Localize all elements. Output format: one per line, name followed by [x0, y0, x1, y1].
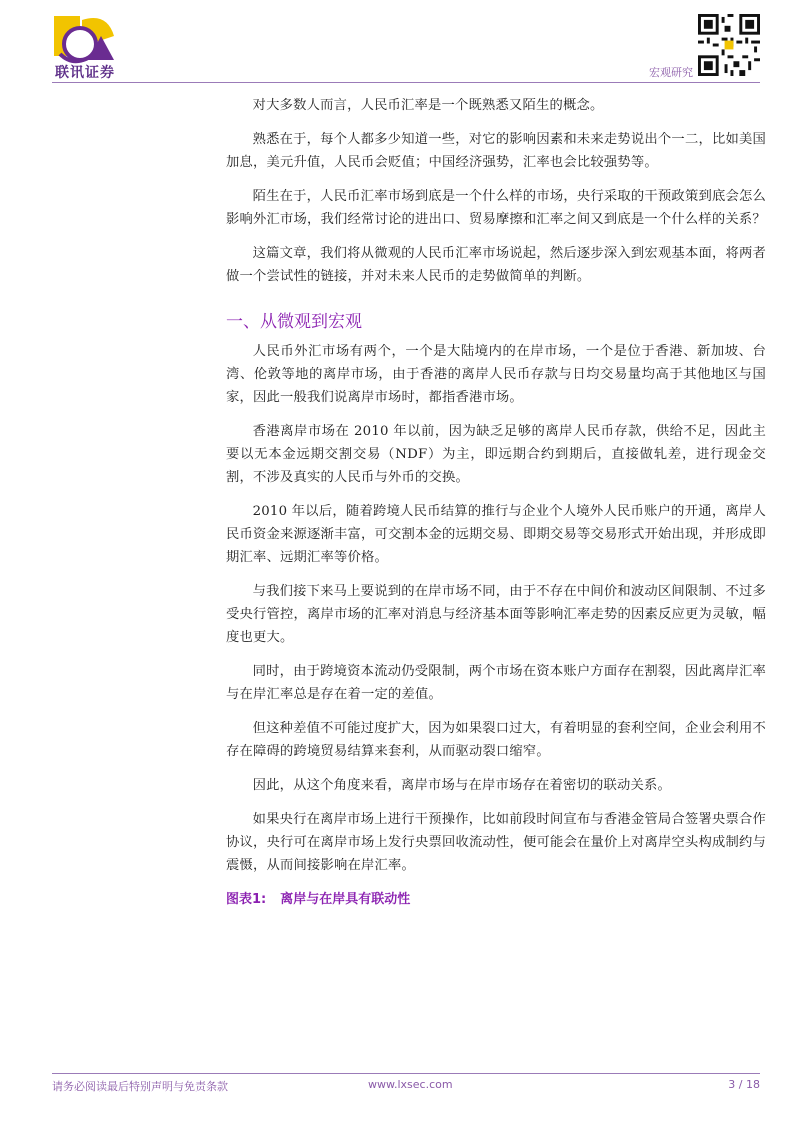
- body-paragraph: 人民币外汇市场有两个，一个是大陆境内的在岸市场，一个是位于香港、新加坡、台湾、伦敦等地的离岸市场，由于香港的离岸人民币存款与日均交易量均高于其他地区与国家，因此一般我们说离岸市场时，都指香港市场。: [226, 344, 766, 405]
- body-paragraph: 香港离岸市场在 2010 年以前，因为缺乏足够的离岸人民币存款，供给不足，因此主要以无本金远期交割交易（NDF）为主，即远期合约到期后，直接做轧差，进行现金交割，不涉及真实的人民币与外币的交换。: [226, 424, 766, 485]
- article-body: [226, 94, 766, 907]
- body-paragraph: 因此，从这个角度来看，离岸市场与在岸市场存在着密切的联动关系。: [252, 778, 671, 793]
- page-number: 3 / 18: [728, 1078, 760, 1091]
- figure-caption: [226, 888, 766, 907]
- website-link[interactable]: www.lxsec.com: [368, 1078, 453, 1091]
- footer-divider: [52, 1073, 760, 1074]
- figure-label: 图表1:: [226, 892, 267, 907]
- section-heading: 一、从微观到宏观: [226, 312, 362, 332]
- intro-paragraph: 熟悉在于，每个人都多少知道一些，对它的影响因素和未来走势说出个一二，比如美国加息，美元升值，人民币会贬值；中国经济强势，汇率也会比较强势等。: [226, 132, 766, 170]
- section-label: 宏观研究: [649, 66, 693, 79]
- body-paragraph: 但这种差值不可能过度扩大，因为如果裂口过大，有着明显的套利空间，企业会利用不存在障碍的跨境贸易结算来套利，从而驱动裂口缩窄。: [226, 721, 766, 759]
- body-paragraph: 与我们接下来马上要说到的在岸市场不同，由于不存在中间价和波动区间限制、不过多受央行管控，离岸市场的汇率对消息与经济基本面等影响汇率走势的因素反应更为灵敏，幅度也更大。: [226, 584, 766, 645]
- qr-code-icon: [698, 14, 760, 76]
- intro-paragraph: 对大多数人而言，人民币汇率是一个既熟悉又陌生的概念。: [252, 98, 604, 113]
- figure-title: 离岸与在岸具有联动性: [280, 892, 411, 907]
- header-divider: [52, 82, 760, 83]
- intro-paragraph: 这篇文章，我们将从微观的人民币汇率市场说起，然后逐步深入到宏观基本面，将两者做一个尝试性的链接，并对未来人民币的走势做简单的判断。: [226, 246, 766, 284]
- body-paragraph: 2010 年以后，随着跨境人民币结算的推行与企业个人境外人民币账户的开通，离岸人民币资金来源逐渐丰富，可交割本金的远期交易、即期交易等交易形式开始出现，并形成即期汇率、远期汇率等价格。: [226, 504, 766, 565]
- body-paragraph: 如果央行在离岸市场上进行干预操作，比如前段时间宣布与香港金管局合签署央票合作协议，央行可在离岸市场上发行央票回收流动性，便可能会在量价上对离岸空头构成制约与震慑，从而间接影响在岸汇率。: [226, 812, 766, 873]
- body-paragraph: 同时，由于跨境资本流动仍受限制，两个市场在资本账户方面存在割裂，因此离岸汇率与在岸汇率总是存在着一定的差值。: [226, 664, 766, 702]
- logo-text: 联讯证券: [55, 65, 115, 81]
- disclaimer-link[interactable]: 请务必阅读最后特别声明与免责条款: [52, 1080, 228, 1093]
- intro-paragraph: 陌生在于，人民币汇率市场到底是一个什么样的市场，央行采取的干预政策到底会怎么影响外汇市场，我们经常讨论的进出口、贸易摩擦和汇率之间又到底是一个什么样的关系？: [226, 189, 766, 227]
